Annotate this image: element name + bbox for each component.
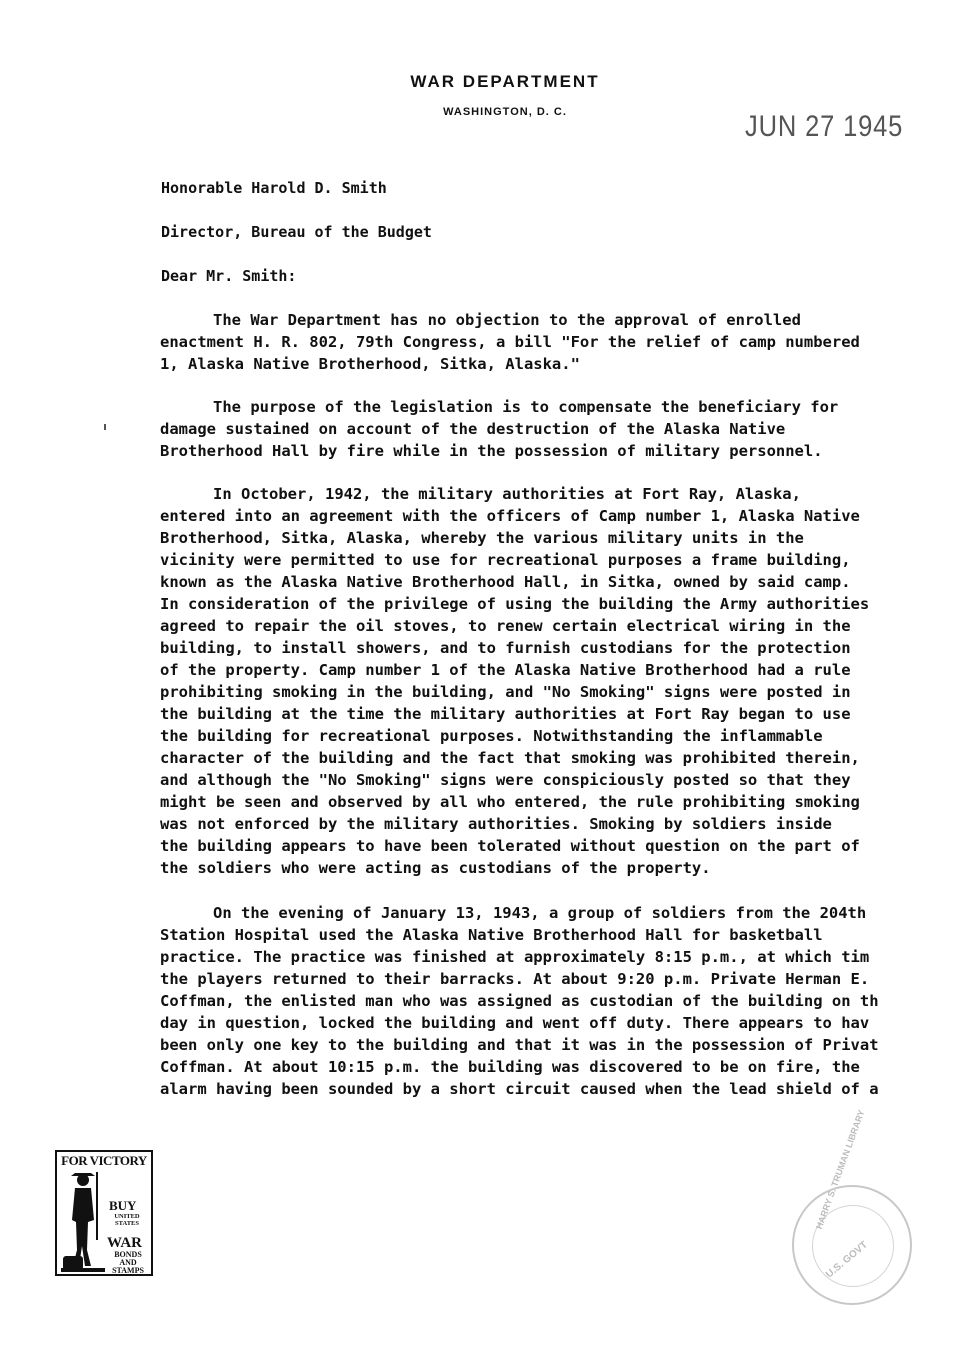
minuteman-icon bbox=[61, 1170, 105, 1274]
letterhead-city: WASHINGTON, D. C. bbox=[443, 106, 567, 118]
paragraph-line: the building at the time the military authorities at Fort Ray began to use bbox=[160, 705, 851, 723]
paragraph-line: entered into an agreement with the officers of Camp number 1, Alaska Native bbox=[160, 507, 860, 525]
paragraph-line: the building for recreational purposes. Notwithstanding the inflammable bbox=[160, 727, 823, 745]
greeting: Dear Mr. Smith: bbox=[161, 267, 297, 285]
paragraph-line: the players returned to their barracks. At about 9:20 p.m. Private Herman E. bbox=[160, 970, 870, 988]
paragraph-line: the soldiers who were acting as custodians of the property. bbox=[160, 859, 711, 877]
paragraph-line: character of the building and the fact that smoking was prohibited therein, bbox=[160, 749, 860, 767]
paragraph-line: Brotherhood Hall by fire while in the possession of military personnel. bbox=[160, 442, 823, 460]
victory-stamp-bonds: BONDS AND STAMPS bbox=[112, 1250, 144, 1275]
paragraph-3 bbox=[160, 483, 869, 879]
paragraph-line: was not enforced by the military authorities. Smoking by soldiers inside bbox=[160, 815, 832, 833]
paragraph-line: the building appears to have been tolerated without question on the part of bbox=[160, 837, 860, 855]
stray-mark bbox=[104, 424, 106, 430]
paragraph-line: Coffman, the enlisted man who was assigned as custodian of the building on th bbox=[160, 992, 879, 1010]
paragraph-line: alarm having been sounded by a short circuit caused when the lead shield of a bbox=[160, 1080, 879, 1098]
paragraph-line: In October, 1942, the military authorities at Fort Ray, Alaska, bbox=[213, 485, 801, 503]
victory-stamp-war: WAR bbox=[107, 1235, 143, 1251]
paragraph-line: building, to install showers, and to furnish custodians for the protection bbox=[160, 639, 851, 657]
paragraph-2 bbox=[160, 396, 838, 462]
paragraph-line: The War Department has no objection to the approval of enrolled bbox=[213, 311, 801, 329]
paragraph-line: damage sustained on account of the destruction of the Alaska Native bbox=[160, 420, 786, 438]
victory-stamp-buy: BUY bbox=[109, 1198, 137, 1213]
paragraph-line: On the evening of January 13, 1943, a group of soldiers from the 204th bbox=[213, 904, 867, 922]
paragraph-line: known as the Alaska Native Brotherhood Hall, in Sitka, owned by said camp. bbox=[160, 573, 851, 591]
library-seal bbox=[792, 1108, 912, 1305]
victory-stamp-united-states: UNITED STATES bbox=[114, 1213, 140, 1227]
paragraph-line: agreed to repair the oil stoves, to renew certain electrical wiring in the bbox=[160, 617, 851, 635]
paragraph-line: Station Hospital used the Alaska Native Brotherhood Hall for basketball bbox=[160, 926, 823, 944]
paragraph-line: vicinity were permitted to use for recreational purposes a frame building, bbox=[160, 551, 851, 569]
paragraph-line: practice. The practice was finished at approximately 8:15 p.m., at which tim bbox=[160, 948, 870, 966]
paragraph-line: enactment H. R. 802, 79th Congress, a bill "For the relief of camp numbered bbox=[160, 333, 860, 351]
library-seal-bottom-text: U.S. GOVT bbox=[824, 1239, 870, 1281]
letterhead-department: WAR DEPARTMENT bbox=[410, 72, 600, 91]
paragraph-line: The purpose of the legislation is to compensate the beneficiary for bbox=[213, 398, 839, 416]
paragraph-line: prohibiting smoking in the building, and "No Smoking" signs were posted in bbox=[160, 683, 851, 701]
received-date-stamp: JUN 27 1945 bbox=[745, 110, 904, 143]
paragraph-line: Coffman. At about 10:15 p.m. the building was discovered to be on fire, the bbox=[160, 1058, 860, 1076]
recipient-name: Honorable Harold D. Smith bbox=[161, 179, 387, 197]
paragraph-1 bbox=[160, 309, 860, 375]
paragraph-line: day in question, locked the building and went off duty. There appears to hav bbox=[160, 1014, 870, 1032]
paragraph-line: Brotherhood, Sitka, Alaska, whereby the various military units in the bbox=[160, 529, 804, 547]
paragraph-line: of the property. Camp number 1 of the Alaska Native Brotherhood had a rule bbox=[160, 661, 851, 679]
library-seal-outer-text: HARRY S. TRUMAN LIBRARY bbox=[814, 1108, 867, 1231]
victory-stamp-top: FOR VICTORY bbox=[61, 1153, 147, 1168]
paragraph-line: been only one key to the building and that it was in the possession of Privat bbox=[160, 1036, 879, 1054]
paragraph-line: In consideration of the privilege of using the building the Army authorities bbox=[160, 595, 870, 613]
paragraph-line: and although the "No Smoking" signs were conspiciously posted so that they bbox=[160, 771, 851, 789]
recipient-title: Director, Bureau of the Budget bbox=[161, 223, 432, 241]
paragraph-line: might be seen and observed by all who entered, the rule prohibiting smoking bbox=[160, 793, 860, 811]
war-bonds-stamp bbox=[55, 1150, 153, 1276]
paragraph-4 bbox=[160, 902, 879, 1100]
paragraph-line: 1, Alaska Native Brotherhood, Sitka, Alaska." bbox=[160, 355, 580, 373]
